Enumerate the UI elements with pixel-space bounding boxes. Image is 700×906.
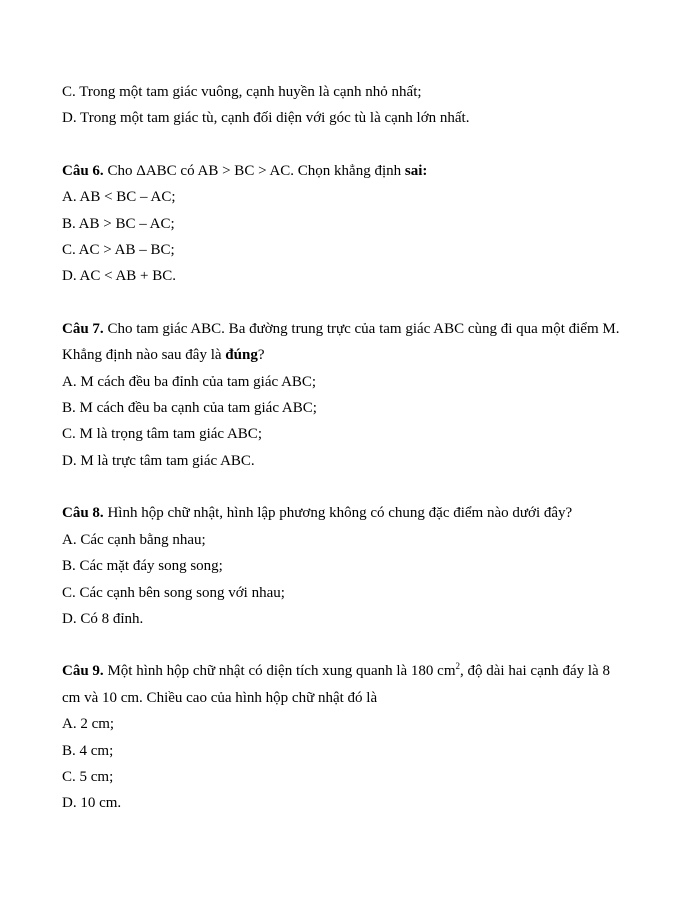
option-d: D. 10 cm. [62,795,122,812]
question-tail: ? [257,347,265,364]
question-text: Một hình hộp chữ nhật có diện tích xung quanh là 180 cm [103,663,456,680]
question-stem [62,158,652,184]
question-text-b: , độ dài hai cạnh đáy là 8 [460,663,610,680]
question-emphasis: sai: [404,162,428,179]
question-text: Cho ΔABC có AB > BC > AC. Chọn khẳng định [103,162,405,179]
option-b: B. M cách đều ba cạnh của tam giác ABC; [62,400,317,417]
question-stem-continued: cm và 10 cm. Chiều cao của hình hộp chữ nhật đó là [62,689,378,706]
superscript: 2 [455,661,461,672]
document-page [62,79,652,817]
question-8 [62,500,652,632]
question-label: Câu 8. [62,505,104,522]
question-label: Câu 7. [62,320,104,337]
option-a: A. AB < BC – AC; [62,189,176,206]
question-stem [62,316,652,342]
option-b: B. Các mặt đáy song song; [62,558,223,575]
option-a: A. Các cạnh bằng nhau; [62,531,206,548]
question-9 [62,658,652,816]
question-label: Câu 9. [62,663,104,680]
question-text-2: Khẳng định nào sau đây là [62,347,226,364]
question-stem [62,500,652,526]
question-stem [62,658,652,684]
question-stem-continued [62,342,652,368]
option-a: A. M cách đều ba đỉnh của tam giác ABC; [62,373,317,390]
option-b: B. AB > BC – AC; [62,215,175,232]
option-b: B. 4 cm; [62,742,114,759]
option-a: A. 2 cm; [62,716,115,733]
previous-question-tail [62,79,652,132]
option-d: D. AC < AB + BC. [62,268,177,285]
option-d: D. M là trực tâm tam giác ABC. [62,452,255,469]
question-text: Hình hộp chữ nhật, hình lập phương không có chung đặc điểm nào dưới đây? [103,505,573,522]
option-c: C. 5 cm; [62,768,114,785]
question-6 [62,158,652,290]
question-text: Cho tam giác ABC. Ba đường trung trực của tam giác ABC cùng đi qua một điểm M. [103,320,620,337]
option-c: C. AC > AB – BC; [62,242,175,259]
question-emphasis: đúng [225,347,258,364]
option-c: C. Trong một tam giác vuông, cạnh huyền là cạnh nhỏ nhất; [62,84,422,100]
option-c: C. Các cạnh bên song song với nhau; [62,584,285,601]
option-c: C. M là trọng tâm tam giác ABC; [62,426,262,443]
question-7 [62,316,652,474]
question-label: Câu 6. [62,162,104,179]
option-d: D. Trong một tam giác tù, cạnh đối diện với góc tù là cạnh lớn nhất. [62,110,470,127]
option-d: D. Có 8 đỉnh. [62,610,144,627]
